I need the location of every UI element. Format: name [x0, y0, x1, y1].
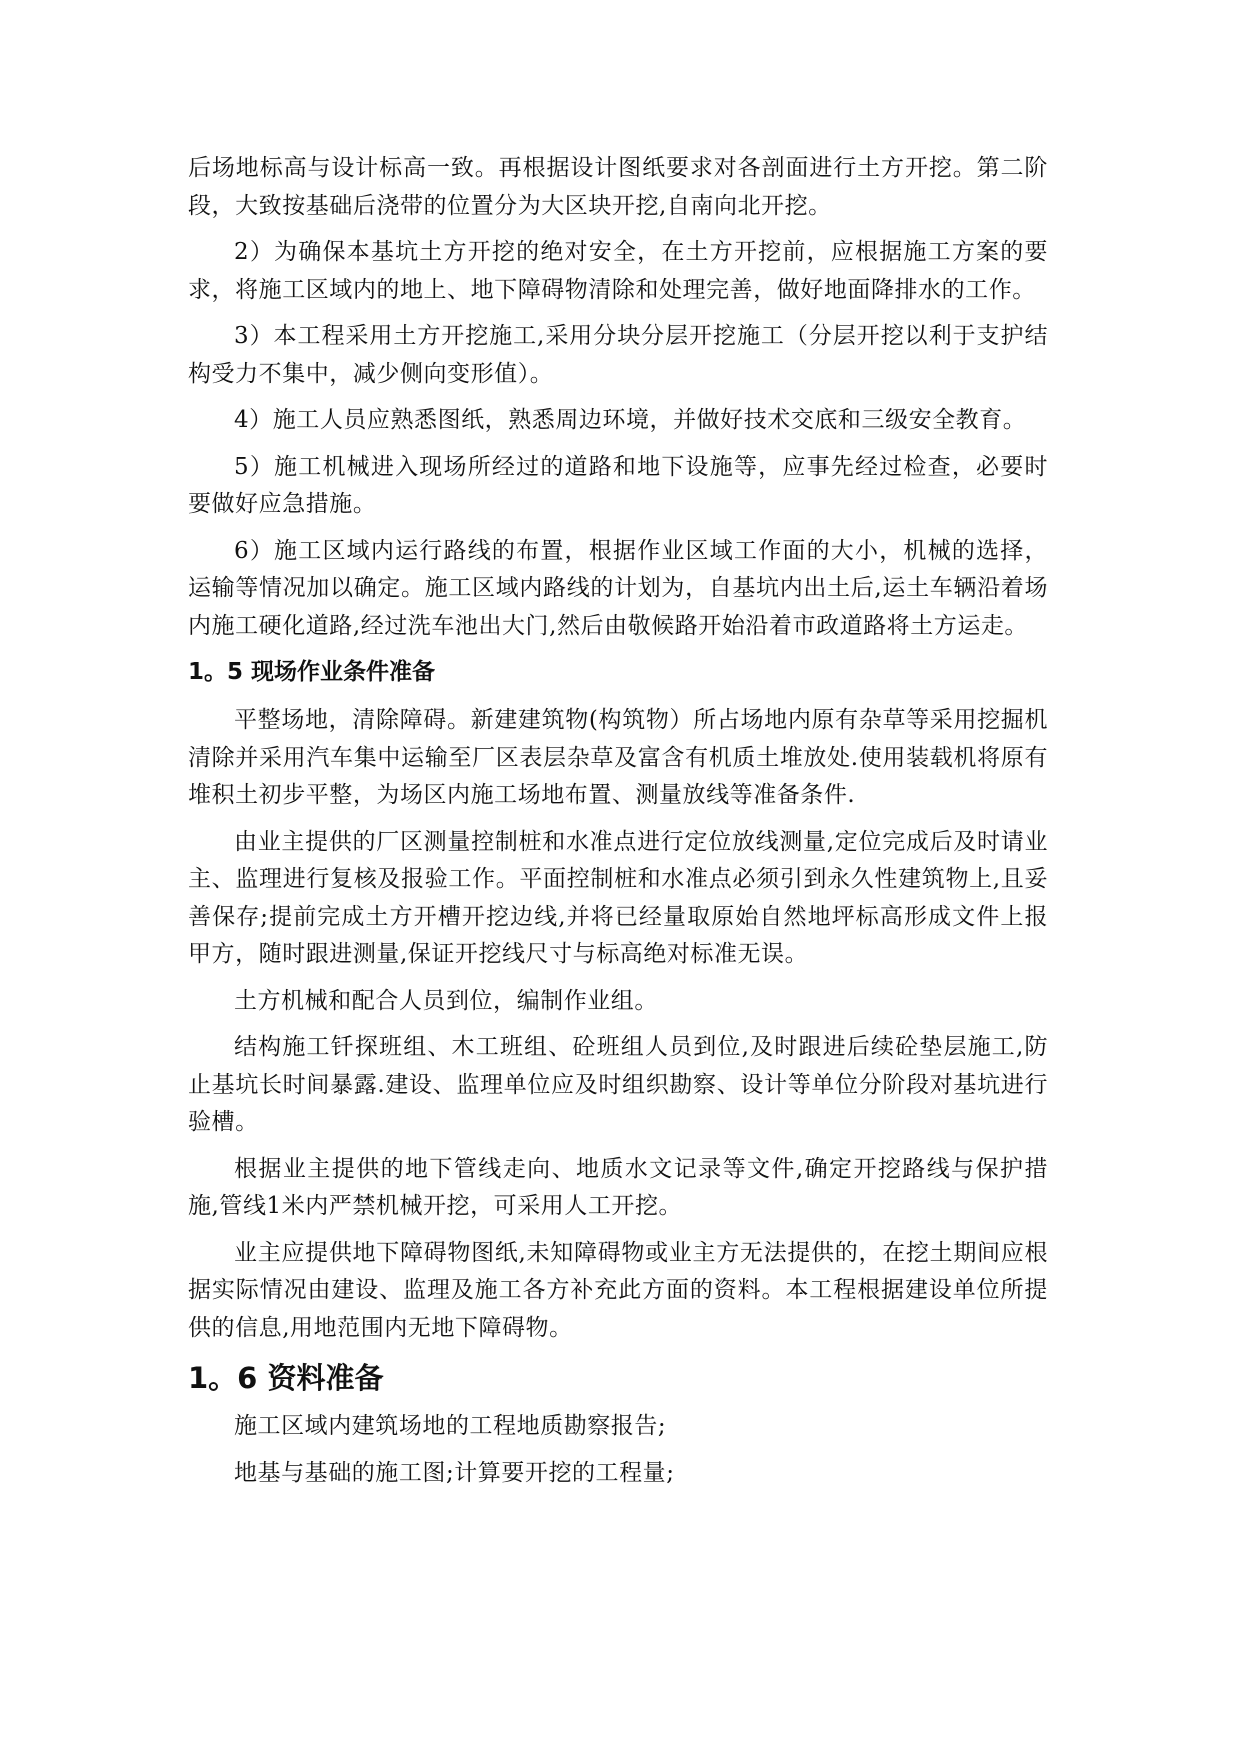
paragraph-item-3: 3）本工程采用土方开挖施工,采用分块分层开挖施工（分层开挖以利于支护结构受力不集中，减少侧向变形值）。 — [188, 323, 1048, 387]
paragraph-obstacles: 业主应提供地下障碍物图纸,未知障碍物或业主方无法提供的，在挖土期间应根据实际情况由建设、监理及施工各方补充此方面的资料。本工程根据建设单位所提供的信息,用地范围内无地下障碍物。 — [188, 1239, 1048, 1341]
section-heading-1-6: 1。6 资料准备 — [188, 1361, 384, 1395]
paragraph-foundation-drawings: 地基与基础的施工图;计算要开挖的工程量; — [234, 1459, 675, 1486]
paragraph-item-2: 2）为确保本基坑土方开挖的绝对安全，在土方开挖前，应根据施工方案的要求，将施工区域内的地上、地下障碍物清除和处理完善，做好地面降排水的工作。 — [188, 239, 1048, 303]
paragraph-machinery: 土方机械和配合人员到位，编制作业组。 — [234, 987, 658, 1014]
paragraph-pipelines: 根据业主提供的地下管线走向、地质水文记录等文件,确定开挖路线与保护措施,管线1米内严禁机械开挖，可采用人工开挖。 — [188, 1155, 1048, 1219]
paragraph-site-leveling: 平整场地，清除障碍。新建建筑物(构筑物）所占场地内原有杂草等采用挖掘机清除并采用汽车集中运输至厂区表层杂草及富含有机质土堆放处.使用装载机将原有堆积土初步平整，为场区内施工场地布置、测量放线等准备条件. — [188, 707, 1048, 808]
document-body — [188, 150, 1048, 1501]
paragraph-item-5: 5）施工机械进入现场所经过的道路和地下设施等，应事先经过检查，必要时要做好应急措施。 — [188, 453, 1048, 517]
section-heading-1-5: 1。5 现场作业条件准备 — [188, 659, 436, 685]
paragraph-geology-report: 施工区域内建筑场地的工程地质勘察报告; — [234, 1413, 667, 1439]
paragraph-continued: 后场地标高与设计标高一致。再根据设计图纸要求对各剖面进行土方开挖。第二阶段，大致按基础后浇带的位置分为大区块开挖,自南向北开挖。 — [188, 155, 1048, 219]
paragraph-item-4: 4）施工人员应熟悉图纸，熟悉周边环境，并做好技术交底和三级安全教育。 — [234, 407, 1027, 433]
paragraph-survey-control: 由业主提供的厂区测量控制桩和水准点进行定位放线测量,定位完成后及时请业主、监理进行复核及报验工作。平面控制桩和水准点必须引到永久性建筑物上,且妥善保存;提前完成土方开槽开挖边线,并将已经量取原始自然地坪标高形成文件上报甲方，随时跟进测量,保证开挖线尺寸与标高绝对标准无误。 — [188, 828, 1048, 967]
paragraph-structure-crews: 结构施工钎探班组、木工班组、砼班组人员到位,及时跟进后续砼垫层施工,防止基坑长时间暴露.建设、监理单位应及时组织勘察、设计等单位分阶段对基坑进行验槽。 — [188, 1034, 1048, 1135]
paragraph-item-6: 6）施工区域内运行路线的布置，根据作业区域工作面的大小，机械的选择，运输等情况加以确定。施工区域内路线的计划为，自基坑内出土后,运土车辆沿着场内施工硬化道路,经过洗车池出大门,然后由敬候路开始沿着市政道路将土方运走。 — [188, 537, 1048, 639]
